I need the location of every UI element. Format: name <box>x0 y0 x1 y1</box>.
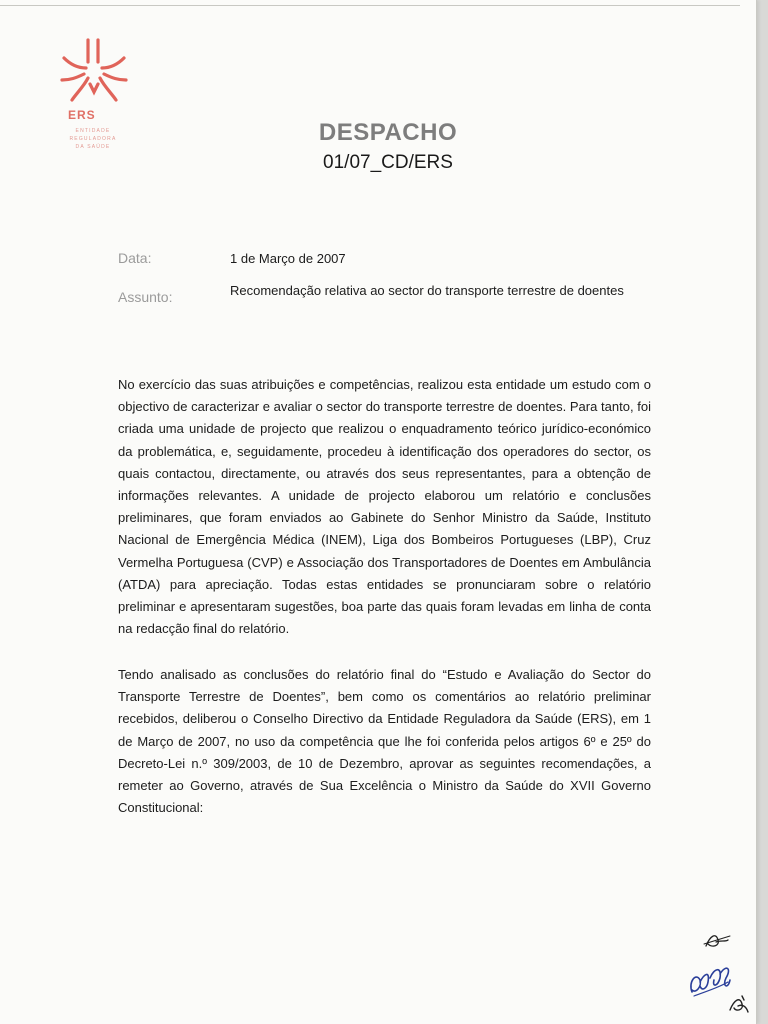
body-paragraph-2: Tendo analisado as conclusões do relatório final do “Estudo e Avaliação do Sector do Transporte Terrestre de Doentes”, bem como os comentários ao relatório preliminar recebidos, deliberou o Conselho Directivo da Entidade Reguladora da Saúde (ERS), em 1 de Março de 2007, no uso da competência que lhe foi conferida pelos artigos 6º e 25º do Decreto-Lei n.º 309/2003, de 10 de Dezembro, aprovar as seguintes recomendações, a remeter ao Governo, através de Sua Excelência o Ministro da Saúde do XVII Governo Constitucional: <box>118 667 651 816</box>
document-code: 01/07_CD/ERS <box>323 152 453 173</box>
document-title: DESPACHO <box>318 119 458 146</box>
scan-edge-line <box>0 5 740 6</box>
body-paragraph-1: No exercício das suas atribuições e competências, realizou esta entidade um estudo com o objectivo de caracterizar e avaliar o sector do transporte terrestre de doentes. Para tanto, foi criada uma unidade de projecto que realizou o enquadramento teórico jurídico-económico da problemática, e, seguidamente, procedeu à identificação dos operadores do sector, os quais contactou, directamente, ou através dos seus representantes, para a obtenção de informações relevantes. A unidade de projecto elaborou um relatório e conclusões preliminares, que foram enviados ao Gabinete do Senhor Ministro da Saúde, Instituto Nacional de Emergência Médica (INEM), Liga dos Bombeiros Portugueses (LBP), Cruz Vermelha Portuguesa (CVP) e Associação dos Transportadores de Doentes em Ambulância (ATDA) para apreciação. Todas estas entidades se pronunciaram sobre o relatório preliminar e apresentaram sugestões, boa parte das quais foram levadas em linha de conta na redacção final do relatório. <box>118 377 651 637</box>
date-label: Data: <box>118 250 152 266</box>
logo-subtitle-line-3: DA SAÚDE <box>75 144 111 150</box>
subject-label: Assunto: <box>118 289 173 305</box>
logo-subtitle-line-1: ENTIDADE <box>75 128 111 134</box>
subject-value: Recomendação relativa ao sector do transporte terrestre de doentes <box>230 283 624 298</box>
date-value: 1 de Março de 2007 <box>230 251 346 266</box>
ers-logo-icon <box>54 36 134 152</box>
handwritten-initials-icon <box>670 920 760 1024</box>
logo-subtitle-line-2: REGULADORA <box>69 136 117 142</box>
logo-name: ERS <box>68 108 96 122</box>
